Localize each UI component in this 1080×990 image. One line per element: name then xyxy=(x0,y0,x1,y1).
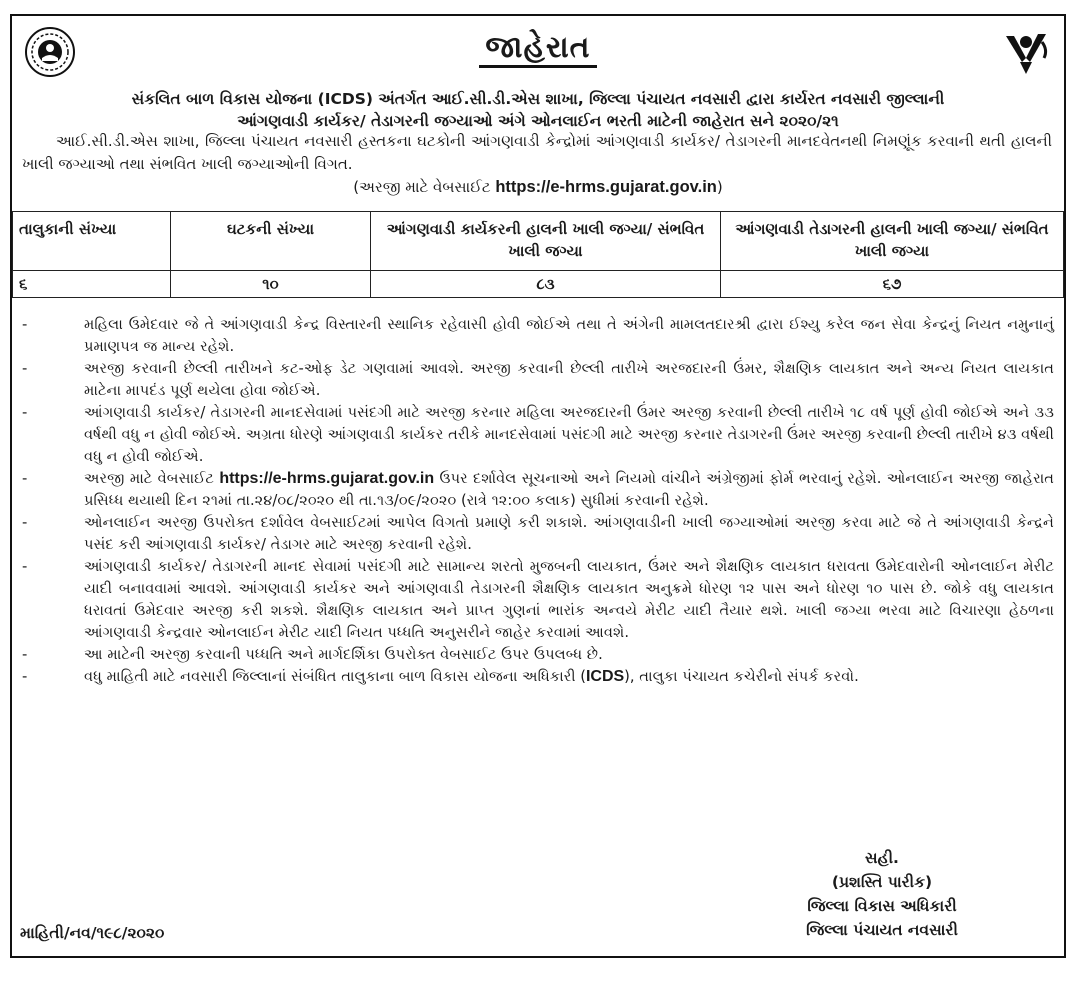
signature-block xyxy=(772,846,992,942)
signatory-office: જિલ્લા પંચાયત નવસારી xyxy=(806,921,958,939)
cell-talukas: ૬ xyxy=(13,271,171,298)
list-item: - વધુ માહિતી માટે નવસારી જિલ્લાનાં સંબંધિત તાલુકાના બાળ વિકાસ યોજના અધિકારી (ICDS), તાલુકા પંચાયત કચેરીનો સંપર્ક કરવો. xyxy=(12,666,1064,688)
website-link[interactable]: https://e-hrms.gujarat.gov.in xyxy=(219,470,435,487)
list-item: - ઓનલાઈન અરજી ઉપરોક્ત દર્શાવેલ વેબસાઈટમાં આપેલ વિગતો પ્રમાણે કરી શકાશે. આંગણવાડીની ખાલી જગ્યાઓમાં અરજી કરવા માટે જે તે આંગણવાડી કેન્દ્રને પસંદ કરી આંગણવાડી કાર્યકર/ તેડાગર માટે અરજી કરવાની રહેશે. xyxy=(12,512,1064,556)
col-header-units: ઘટકની સંખ્યા xyxy=(171,212,371,271)
table-row xyxy=(13,271,1064,298)
website-note: (અરજી માટે વેબસાઈટ https://e-hrms.gujarat.gov.in) xyxy=(353,178,723,196)
vacancy-table xyxy=(12,211,1064,298)
list-item: - આ માટેની અરજી કરવાની પધ્ધતિ અને માર્ગદર્શિકા ઉપરોક્ત વેબસાઈટ ઉપર ઉપલબ્ધ છે. xyxy=(12,644,1064,666)
reference-number: માહિતી/નવ/૧૯૮/૨૦૨૦ xyxy=(20,924,165,942)
col-header-talukas: તાલુકાની સંખ્યા xyxy=(13,212,171,271)
signature-sign: સહી. xyxy=(865,849,899,867)
list-item: - અરજી કરવાની છેલ્લી તારીખને કટ-ઓફ ડેટ ગણવામાં આવશે. અરજી કરવાની છેલ્લી તારીખે અરજદારની ઉંમર, શૈક્ષણિક લાયકાત અને અન્ય નિયત લાયકાત માટેના માપદંડ પૂર્ણ થયેલા હોવા જોઈએ. xyxy=(12,358,1064,402)
list-item: - આંગણવાડી કાર્યકર/ તેડાગરની માનદ સેવામાં પસંદગી માટે સામાન્ય શરતો મુજબની લાયકાત, ઉંમર અને શૈક્ષણિક લાયકાત ધરાવતા ઉમેદવારોની ઓનલાઈન મેરીટ યાદી બનાવવામાં આવશે. આંગણવાડી કાર્યકર અને આંગણવાડી તેડાગરની શૈક્ષણિક લાયકાત અનુક્રમે ધોરણ ૧૨ પાસ અને ધોરણ ૧૦ પાસ છે. જોકે વધુ લાયકાત ધરાવતાં ઉમેદવાર અરજી કરી શકશે. શૈક્ષણિક લાયકાત અને પ્રાપ્ત ગુણનાં ભારાંક અન્વયે મેરીટ યાદી તૈયાર થશે. ખાલી જગ્યા ભરવા માટે વિચારણા હેઠળના આંગણવાડી કેન્દ્રવાર ઓનલાઈન મેરીટ યાદી નિયત પધ્ધતિ અનુસરીને જાહેર કરવામાં આવશે. xyxy=(12,556,1064,644)
cell-units: ૧૦ xyxy=(171,271,371,298)
list-item: - અરજી માટે વેબસાઈટ https://e-hrms.gujarat.gov.in ઉપર દર્શાવેલ સૂચનાઓ અને નિયમો વાંચીને અંગ્રેજીમાં ફોર્મ ભરવાનું રહેશે. ઓનલાઈન અરજી જાહેરાત પ્રસિધ્ધ થયાથી દિન ૨૧માં તા.૨૪/૦૮/૨૦૨૦ થી તા.૧૩/૦૯/૨૦૨૦ (રાત્રે ૧૨:૦૦ કલાક) સુધીમાં કરવાની રહેશે. xyxy=(12,468,1064,512)
advertisement-notice xyxy=(10,14,1066,958)
headline-line-2: આંગણવાડી કાર્યકર/ તેડાગરની જગ્યાઓ અંગે ઓનલાઈન ભરતી માટેની જાહેરાત સને ૨૦૨૦/૨૧ xyxy=(237,112,839,130)
list-item: - મહિલા ઉમેદવાર જે તે આંગણવાડી કેન્દ્ર વિસ્તારની સ્થાનિક રહેવાસી હોવી જોઈએ તથા તે અંગેની મામલતદારશ્રી દ્વારા ઈશ્યુ કરેલ જન સેવા કેન્દ્રનું નિયત નમુનાનું પ્રમાણપત્ર જ માન્ય રહેશે. xyxy=(12,314,1064,358)
page-title: જાહેરાત xyxy=(12,30,1064,65)
headline-line-1: સંકલિત બાળ વિકાસ યોજના (ICDS) અંતર્ગત આઈ.સી.ડી.એસ શાખા, જિલ્લા પંચાયત નવસારી દ્વારા કાર્યરત નવસારી જીલ્લાની xyxy=(131,90,945,108)
website-link[interactable]: https://e-hrms.gujarat.gov.in xyxy=(495,178,717,196)
col-header-worker-vacancies: આંગણવાડી કાર્યકરની હાલની ખાલી જગ્યા/ સંભવિત ખાલી જગ્યા xyxy=(371,212,721,271)
signatory-designation: જિલ્લા વિકાસ અધિકારી xyxy=(807,897,957,915)
cell-worker-vacancies: ૮૩ xyxy=(371,271,721,298)
table-header-row xyxy=(13,212,1064,271)
instruction-list xyxy=(12,314,1064,688)
list-item: - આંગણવાડી કાર્યકર/ તેડાગરની માનદસેવામાં પસંદગી માટે અરજી કરનાર મહિલા અરજદારની ઉંમર અરજી કરવાની છેલ્લી તારીખે ૧૮ વર્ષ પૂર્ણ હોવી જોઈએ અને ૩૩ વર્ષથી વધુ ન હોવી જોઈએ. અગ્રતા ધોરણે આંગણવાડી કાર્યકર તરીકે માનદસેવામાં પસંદગી માટે અરજી કરનાર તેડાગરની ઉંમર અરજી કરવાની છેલ્લી તારીખે ૪૩ વર્ષથી વધુ ન હોવી જોઈએ. xyxy=(12,402,1064,468)
col-header-helper-vacancies: આંગણવાડી તેડાગરની હાલની ખાલી જગ્યા/ સંભવિત ખાલી જગ્યા xyxy=(721,212,1064,271)
cell-helper-vacancies: ૬૭ xyxy=(721,271,1064,298)
intro-paragraph: આઈ.સી.ડી.એસ શાખા, જિલ્લા પંચાયત નવસારી હસ્તકના ઘટકોની આંગણવાડી કેન્દ્રોમાં આંગણવાડી કાર્યકર/ તેડાગરની માનદવેતનથી નિમણૂંક કરવાની થતી હાલની ખાલી જગ્યાઓ તથા સંભવિત ખાલી જગ્યાઓની વિગત. xyxy=(22,132,1052,173)
icds-label: ICDS xyxy=(585,668,625,685)
icds-logo-icon xyxy=(1002,28,1050,78)
signatory-name: (પ્રશસ્તિ પારીક) xyxy=(831,873,933,891)
